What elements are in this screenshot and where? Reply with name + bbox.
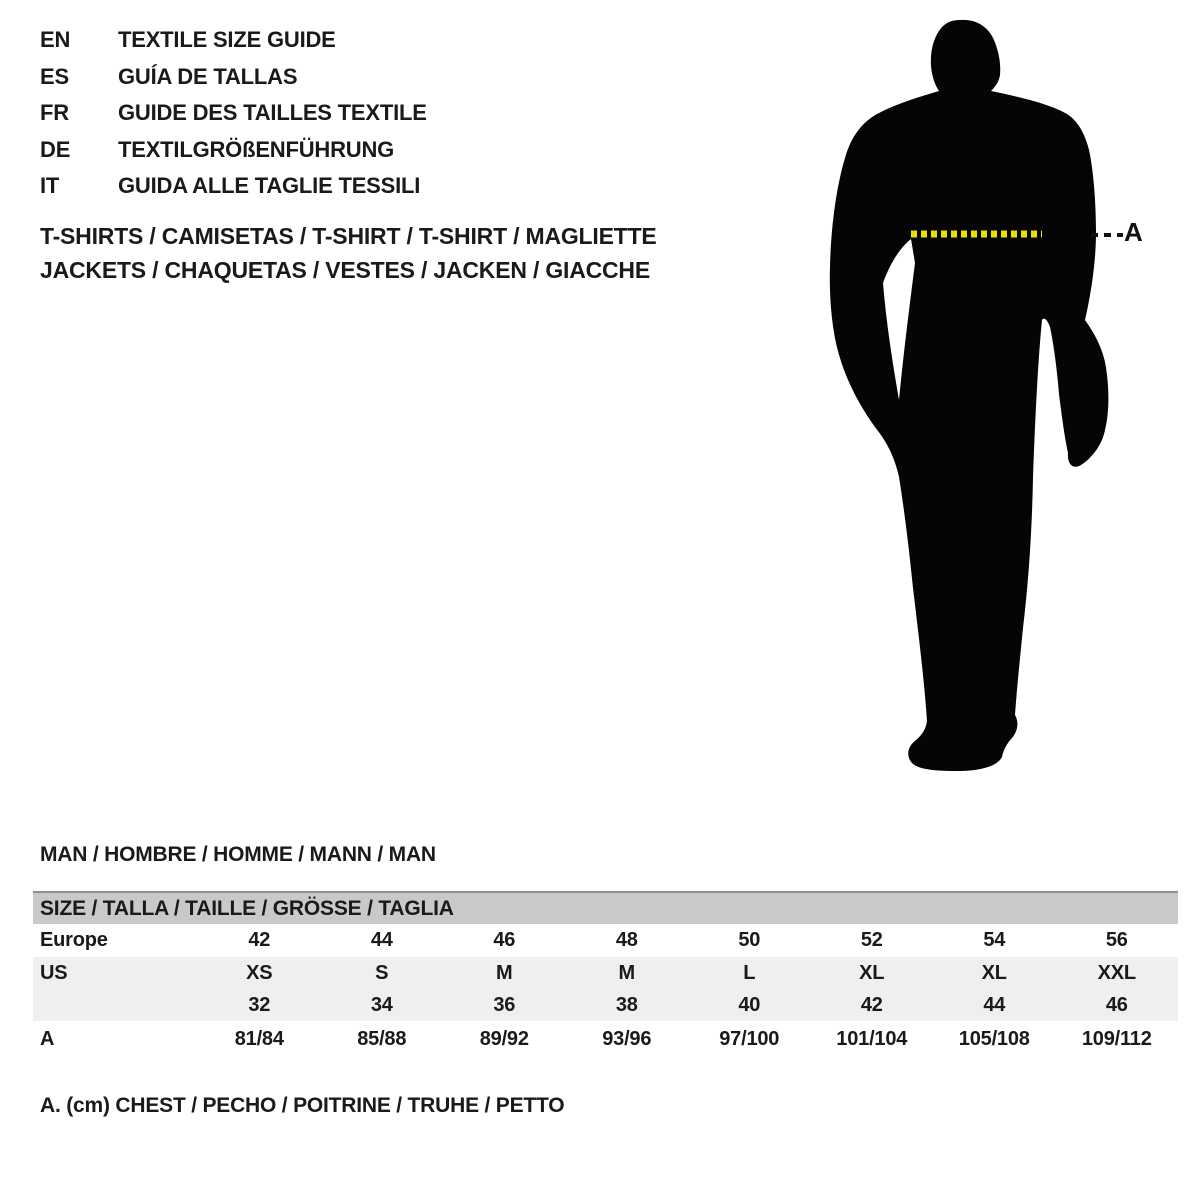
size-cell: 42 — [248, 929, 271, 951]
size-cell: 44 — [983, 993, 1006, 1016]
language-code: ES — [40, 63, 69, 89]
category-lines — [40, 219, 657, 287]
language-code: IT — [40, 173, 60, 198]
category-line-jackets: JACKETS / CHAQUETAS / VESTES / JACKEN / GIACCHE — [40, 257, 650, 283]
list-item — [40, 132, 427, 169]
size-cell: 89/92 — [479, 1027, 529, 1050]
size-cell: S — [375, 961, 389, 984]
row-label: US — [40, 961, 68, 984]
size-cell: 105/108 — [958, 1027, 1030, 1050]
size-cell: XL — [981, 961, 1007, 984]
size-cell: 101/104 — [836, 1027, 908, 1050]
table-row-unlabeled — [33, 989, 1178, 1021]
size-cell: 40 — [738, 993, 761, 1016]
measure-label-a: A — [1124, 217, 1143, 247]
man-silhouette-icon — [820, 0, 1200, 800]
size-cell: 97/100 — [719, 1027, 780, 1050]
size-cell: 46 — [493, 929, 516, 951]
guide-title: TEXTILE SIZE GUIDE — [118, 27, 336, 52]
size-cell: XL — [859, 961, 885, 984]
table-row-europe — [33, 924, 1178, 957]
language-code: EN — [40, 27, 71, 52]
size-cell: 109/112 — [1081, 1027, 1152, 1050]
size-table — [33, 891, 1178, 1057]
language-title-list — [40, 22, 427, 205]
size-cell: L — [743, 961, 756, 984]
size-cell: M — [496, 961, 513, 984]
size-cell: 44 — [370, 929, 393, 951]
size-cell: 34 — [370, 993, 393, 1016]
size-cell: 56 — [1105, 929, 1128, 951]
size-cell: 93/96 — [602, 1027, 652, 1050]
guide-title: GUIDE DES TAILLES TEXTILE — [118, 100, 427, 125]
guide-title: GUIDA ALLE TAGLIE TESSILI — [118, 173, 421, 198]
guide-title: GUÍA DE TALLAS — [118, 63, 298, 89]
list-item — [40, 168, 427, 205]
size-cell: 32 — [248, 993, 271, 1016]
size-cell: XS — [246, 961, 273, 984]
list-item — [40, 95, 427, 132]
man-silhouette-figure — [820, 0, 1200, 800]
size-cell: 42 — [860, 993, 883, 1016]
size-cell: M — [618, 961, 635, 984]
size-cell: 38 — [615, 993, 638, 1016]
size-cell: 48 — [615, 929, 638, 951]
table-row-chest-cm — [33, 1021, 1178, 1057]
size-cell: 50 — [738, 929, 761, 951]
language-code: DE — [40, 136, 71, 162]
size-cell: 52 — [860, 929, 883, 951]
section-title-man: MAN / HOMBRE / HOMME / MANN / MAN — [40, 843, 436, 866]
table-row-us — [33, 957, 1178, 989]
size-cell: XXL — [1097, 961, 1136, 984]
size-cell: 85/88 — [357, 1027, 407, 1050]
language-code: FR — [40, 100, 69, 125]
row-label: Europe — [40, 929, 108, 951]
guide-title: TEXTILGRÖßENFÜHRUNG — [118, 136, 395, 162]
list-item — [40, 22, 427, 59]
category-line-tshirts: T-SHIRTS / CAMISETAS / T-SHIRT / T-SHIRT / MAGLIETTE — [40, 223, 657, 249]
size-cell: 46 — [1105, 993, 1128, 1016]
list-item — [40, 59, 427, 96]
size-cell: 36 — [493, 993, 516, 1016]
row-label: A — [40, 1027, 55, 1050]
measure-footnote: A. (cm) CHEST / PECHO / POITRINE / TRUHE / PETTO — [40, 1094, 565, 1117]
size-cell: 81/84 — [234, 1027, 284, 1050]
table-header: SIZE / TALLA / TAILLE / GRÖSSE / TAGLIA — [33, 891, 1178, 924]
size-cell: 54 — [983, 929, 1006, 951]
